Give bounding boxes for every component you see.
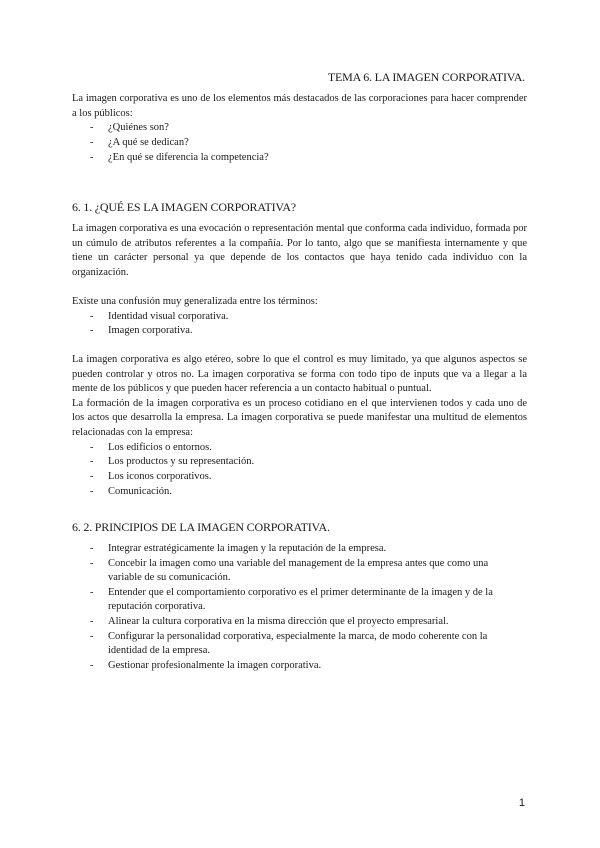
intro-list — [72, 121, 527, 165]
section-heading-1: 6. 1. ¿QUÉ ES LA IMAGEN CORPORATIVA? — [72, 200, 296, 214]
intro-block — [72, 92, 527, 166]
list-item: - Comunicación. — [72, 485, 527, 500]
list-item: - Identidad visual corporativa. — [72, 310, 527, 325]
page-title: TEMA 6. LA IMAGEN CORPORATIVA. — [327, 70, 525, 84]
section-heading-2: 6. 2. PRINCIPIOS DE LA IMAGEN CORPORATIVA. — [72, 520, 330, 534]
section1-paragraph-3: La imagen corporativa es algo etéreo, sobre lo que el control es muy limitado, ya que algunos aspectos se pueden controlar y otros no. La imagen corporativa se forma con todo tipo de inputs que va a llegar a la mente de los públicos y que pueden hacer referencia a un contacto habitual o puntual. — [72, 354, 527, 395]
elements-list — [72, 441, 527, 500]
section1-paragraph-1-block — [72, 222, 527, 280]
section1-terms-block — [72, 295, 527, 339]
principles-list — [72, 542, 527, 673]
list-item: - ¿Quiénes son? — [72, 121, 527, 136]
list-item: - Integrar estratégicamente la imagen y la reputación de la empresa. — [72, 542, 498, 557]
section1-paragraph-3-block — [72, 353, 527, 500]
list-item: - Los iconos corporativos. — [72, 470, 527, 485]
list-item: - Imagen corporativa. — [72, 324, 527, 339]
list-item: - ¿En qué se diferencia la competencia? — [72, 151, 527, 166]
terms-list — [72, 310, 527, 340]
section1-paragraph-1: La imagen corporativa es una evocación o representación mental que conforma cada individuo, formada por un cúmulo de atributos referentes a la compañía. Por lo tanto, algo que se manifiesta internamente y que tiene un carácter personal ya que depende de los contactos que haya tenido cada individuo con la organización. — [72, 223, 527, 278]
list-item: - Gestionar profesionalmente la imagen corporativa. — [72, 659, 498, 674]
list-item: - Los edificios o entornos. — [72, 441, 527, 456]
list-item: - ¿A qué se dedican? — [72, 136, 527, 151]
list-item: - Concebir la imagen como una variable del management de la empresa antes que como una variable de su comunicación. — [72, 557, 498, 586]
list-item: - Alinear la cultura corporativa en la misma dirección que el proyecto empresarial. — [72, 615, 498, 630]
page-number: 1 — [518, 797, 525, 809]
list-item: - Configurar la personalidad corporativa, especialmente la marca, de modo coherente con la identidad de la empresa. — [72, 630, 498, 659]
intro-paragraph: La imagen corporativa es uno de los elementos más destacados de las corporaciones para hacer comprender a los públicos: — [72, 93, 527, 119]
section1-paragraph-4: La formación de la imagen corporativa es un proceso cotidiano en el que intervienen todos y cada uno de los actos que desarrolla la empresa. La imagen corporativa se puede manifestar una multitud de elementos relacionadas con la empresa: — [72, 397, 527, 438]
list-item: - Entender que el comportamiento corporativo es el primer determinante de la imagen y de la reputación corporativa. — [72, 586, 498, 615]
section2-block — [72, 542, 527, 673]
section1-paragraph-2: Existe una confusión muy generalizada entre los términos: — [72, 296, 318, 307]
list-item: - Los productos y su representación. — [72, 455, 527, 470]
